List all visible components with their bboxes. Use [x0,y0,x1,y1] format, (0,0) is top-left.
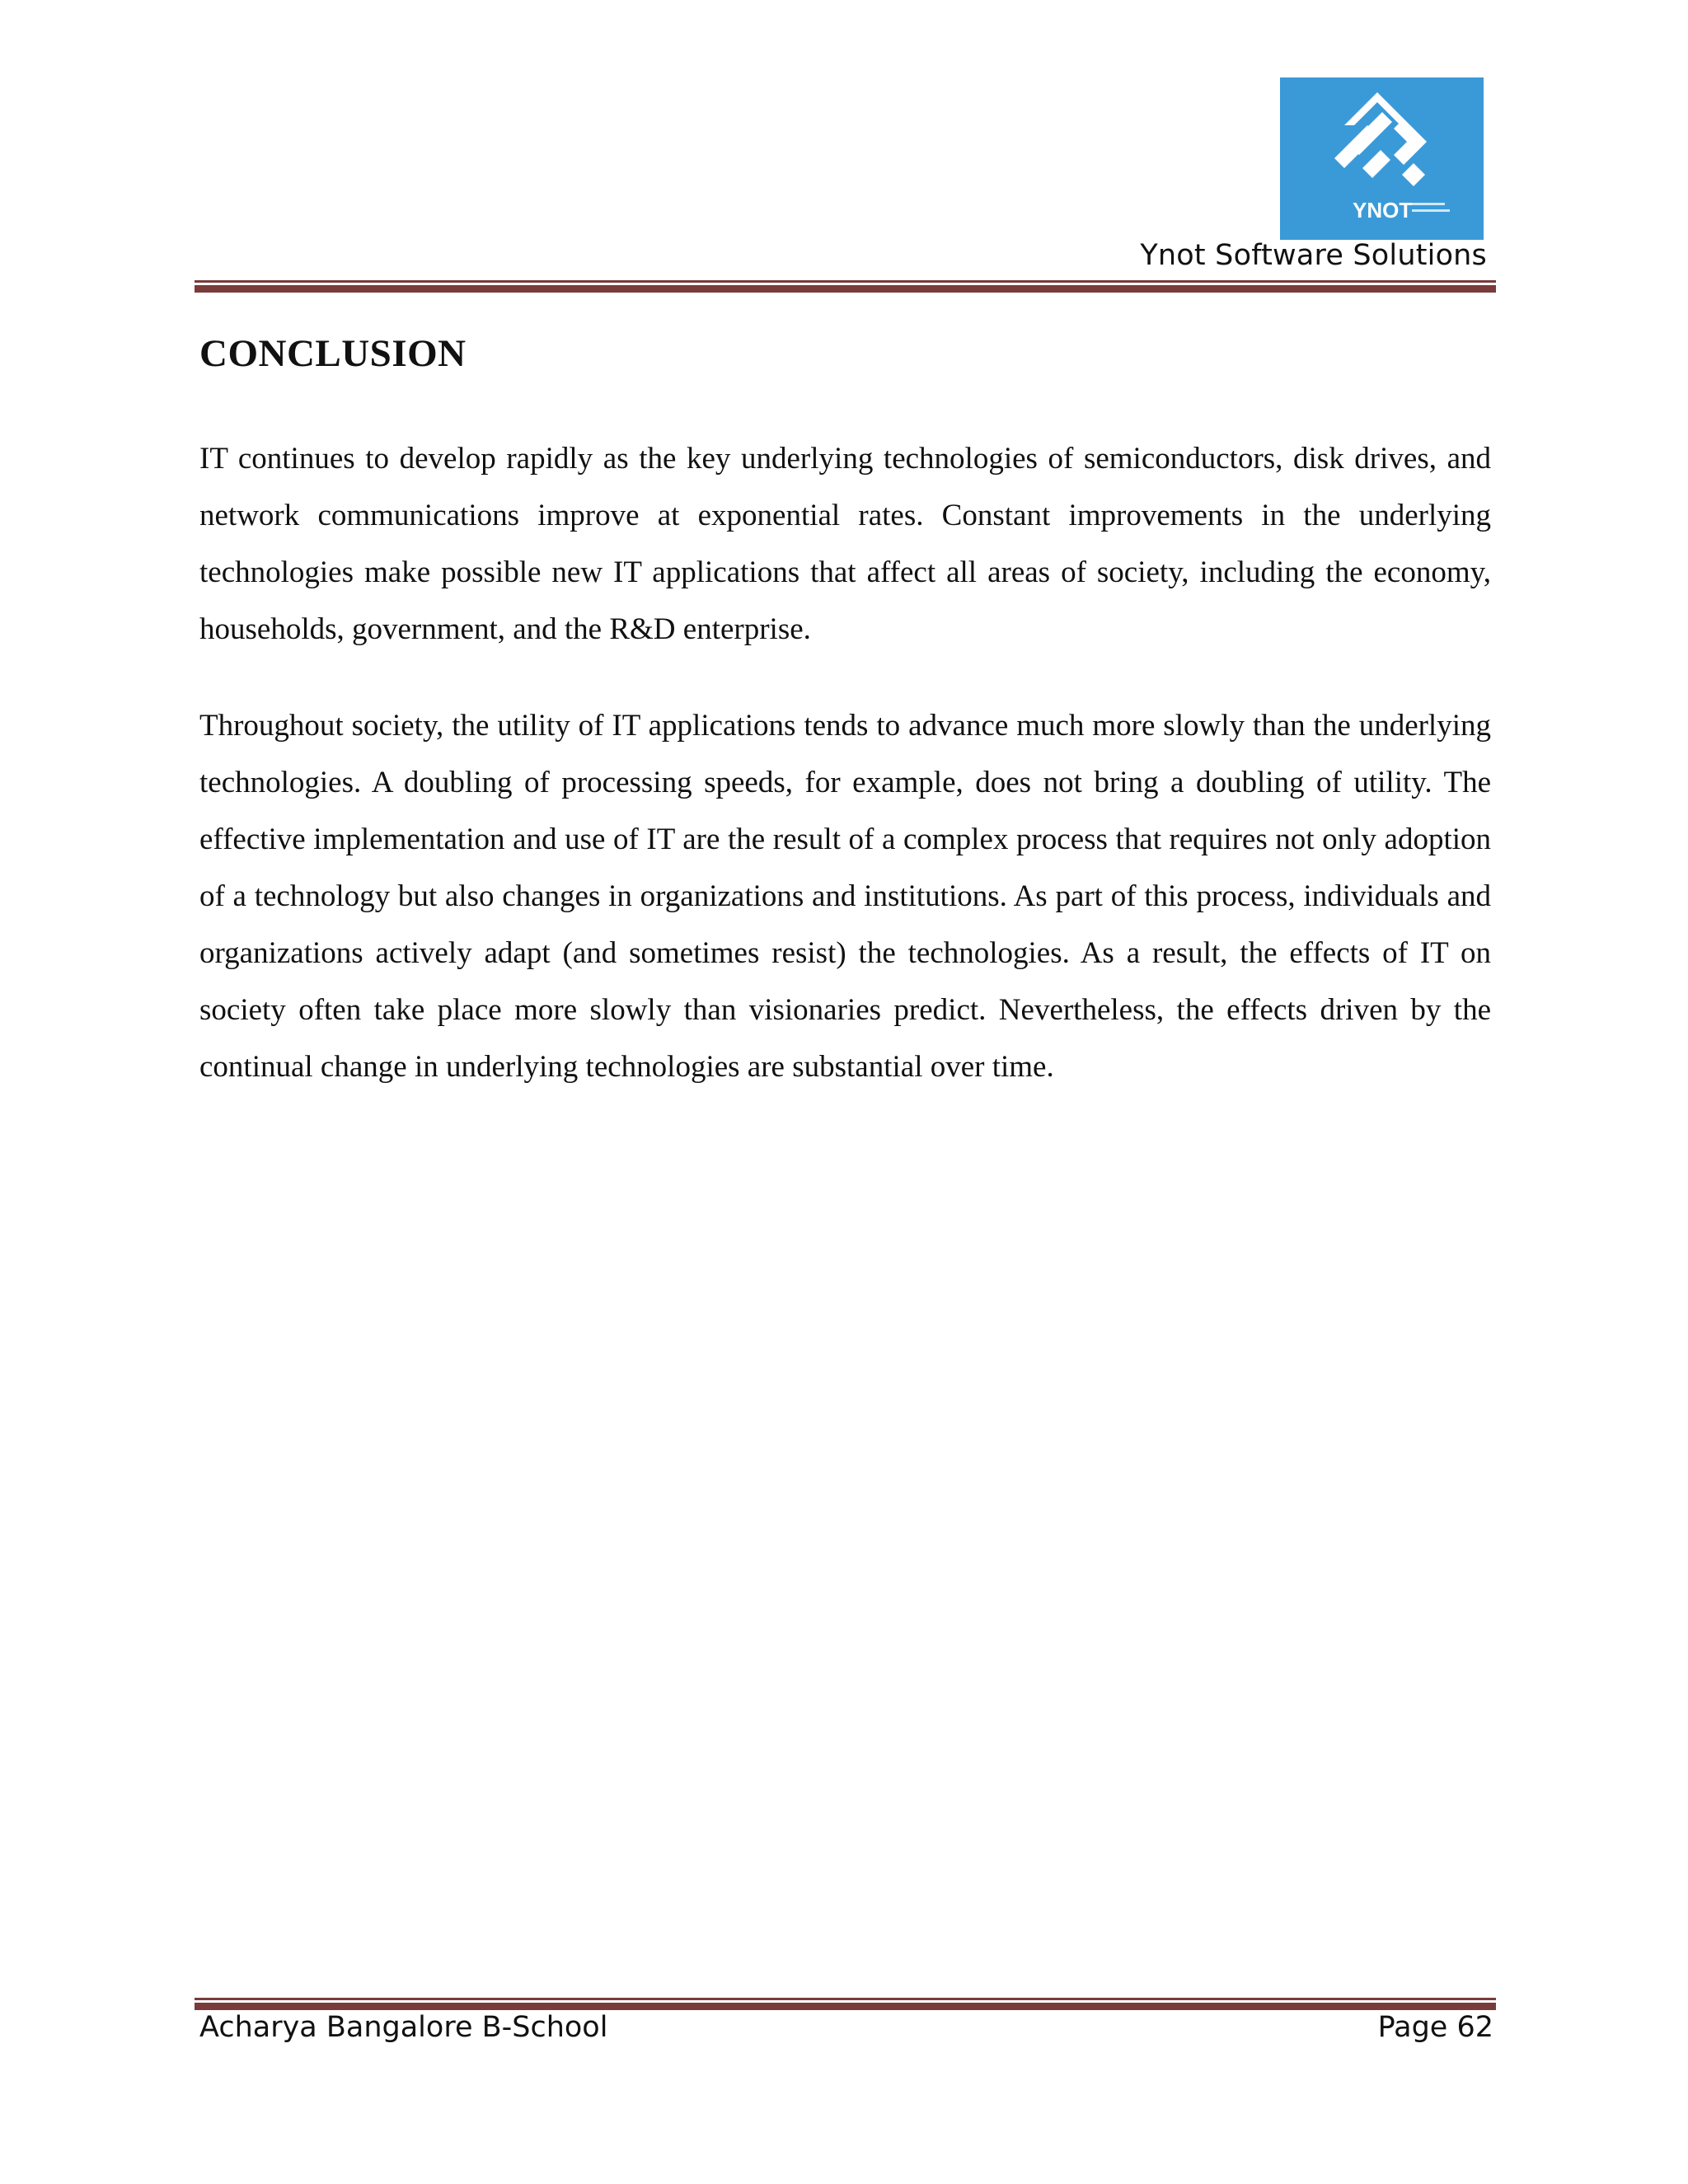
page-number: Page 62 [1377,2011,1493,2044]
footer-school-name: Acharya Bangalore B-School [199,2011,608,2044]
header-divider [195,280,1496,293]
paragraph-2: Throughout society, the utility of IT applications tends to advance much more slowly than the underlying technologies. A doubling of processing speeds, for example, does not bring a doubling of utility. The effective implementation and use of IT are the result of a complex process that requires not only adoption of a technology but also changes in organizations and institutions. As part of this process, individuals and organizations actively adapt (and sometimes resist) the technologies. As a result, the effects of IT on society often take place more slowly than visionaries predict. Nevertheless, the effects driven by the continual change in underlying technologies are substantial over time. [199,709,1491,1084]
paragraph-1: IT continues to develop rapidly as the key underlying technologies of semiconductors, disk drives, and network communications improve at exponential rates. Constant improvements in the underlying technologies make possible new IT applications that affect all areas of society, including the economy, households, government, and the R&D enterprise. [199,442,1491,646]
logo-wordmark: YNOT [1353,198,1413,223]
company-logo [1280,77,1484,240]
footer-divider [195,1998,1496,2010]
header-company-name: Ynot Software Solutions [1140,239,1487,272]
logo-mark-icon [1334,92,1427,186]
page-title: CONCLUSION [199,332,467,375]
